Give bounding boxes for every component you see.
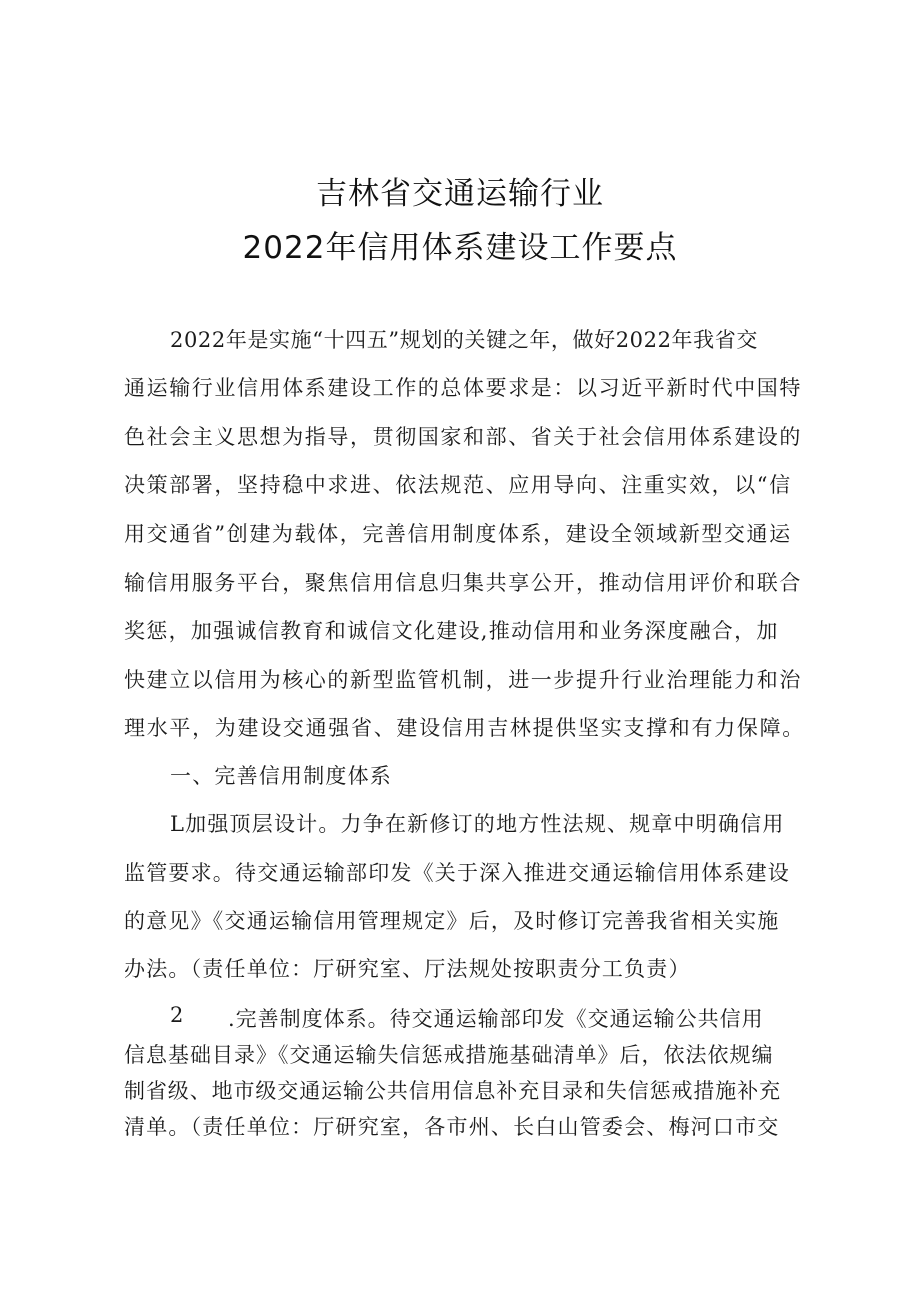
item-1-line: L加强顶层设计。力争在新修订的地方性法规、规章中明确信用 <box>170 812 785 836</box>
item-2-number: 2 <box>170 1003 184 1027</box>
intro-line: 决策部署，坚持稳中求进、依法规范、应用导向、注重实效，以“信 <box>124 473 792 497</box>
item-2-line: .完善制度体系。待交通运输部印发《交通运输公共信用 <box>228 1007 764 1031</box>
intro-line: 色社会主义思想为指导，贯彻国家和部、省关于社会信用体系建设的 <box>124 425 802 449</box>
intro-line: 通运输行业信用体系建设工作的总体要求是：以习近平新时代中国特 <box>124 376 802 400</box>
document-title-line-1: 吉林省交通运输行业 <box>316 176 604 212</box>
item-1-line: 的意见》《交通运输信用管理规定》后，及时修订完善我省相关实施 <box>124 909 780 933</box>
intro-line: 快建立以信用为核心的新型监管机制，进一步提升行业治理能力和治 <box>124 668 802 692</box>
section-heading: 一、完善信用制度体系 <box>170 764 392 788</box>
item-1-line: 办法。（责任单位：厅研究室、厅法规处按职责分工负责） <box>124 957 691 981</box>
item-2-line: 清单。（责任单位：厅研究室，各市州、长白山管委会、梅河口市交 <box>124 1115 780 1139</box>
intro-line: 理水平，为建设交通强省、建设信用吉林提供坚实支撑和有力保障。 <box>124 716 805 740</box>
item-2-line: 信息基础目录》《交通运输失信惩戒措施基础清单》后，依法依规编 <box>124 1043 774 1067</box>
item-2-line: 制省级、地市级交通运输公共信用信息补充目录和失信惩戒措施补充 <box>124 1079 781 1103</box>
intro-line: 输信用服务平台，聚焦信用信息归集共享公开，推动信用评价和联合 <box>124 571 802 595</box>
intro-line: 用交通省”创建为载体，完善信用制度体系，建设全领域新型交通运 <box>124 522 792 546</box>
item-1-line: 监管要求。待交通运输部印发《关于深入推进交通运输信用体系建设 <box>124 861 790 885</box>
intro-line: 奖惩，加强诚信教育和诚信文化建设,推动信用和业务深度融合，加 <box>124 619 779 643</box>
document-title-line-2: 2022年信用体系建设工作要点 <box>242 230 678 266</box>
intro-line: 2022年是实施“十四五”规划的关键之年，做好2022年我省交 <box>170 328 758 352</box>
